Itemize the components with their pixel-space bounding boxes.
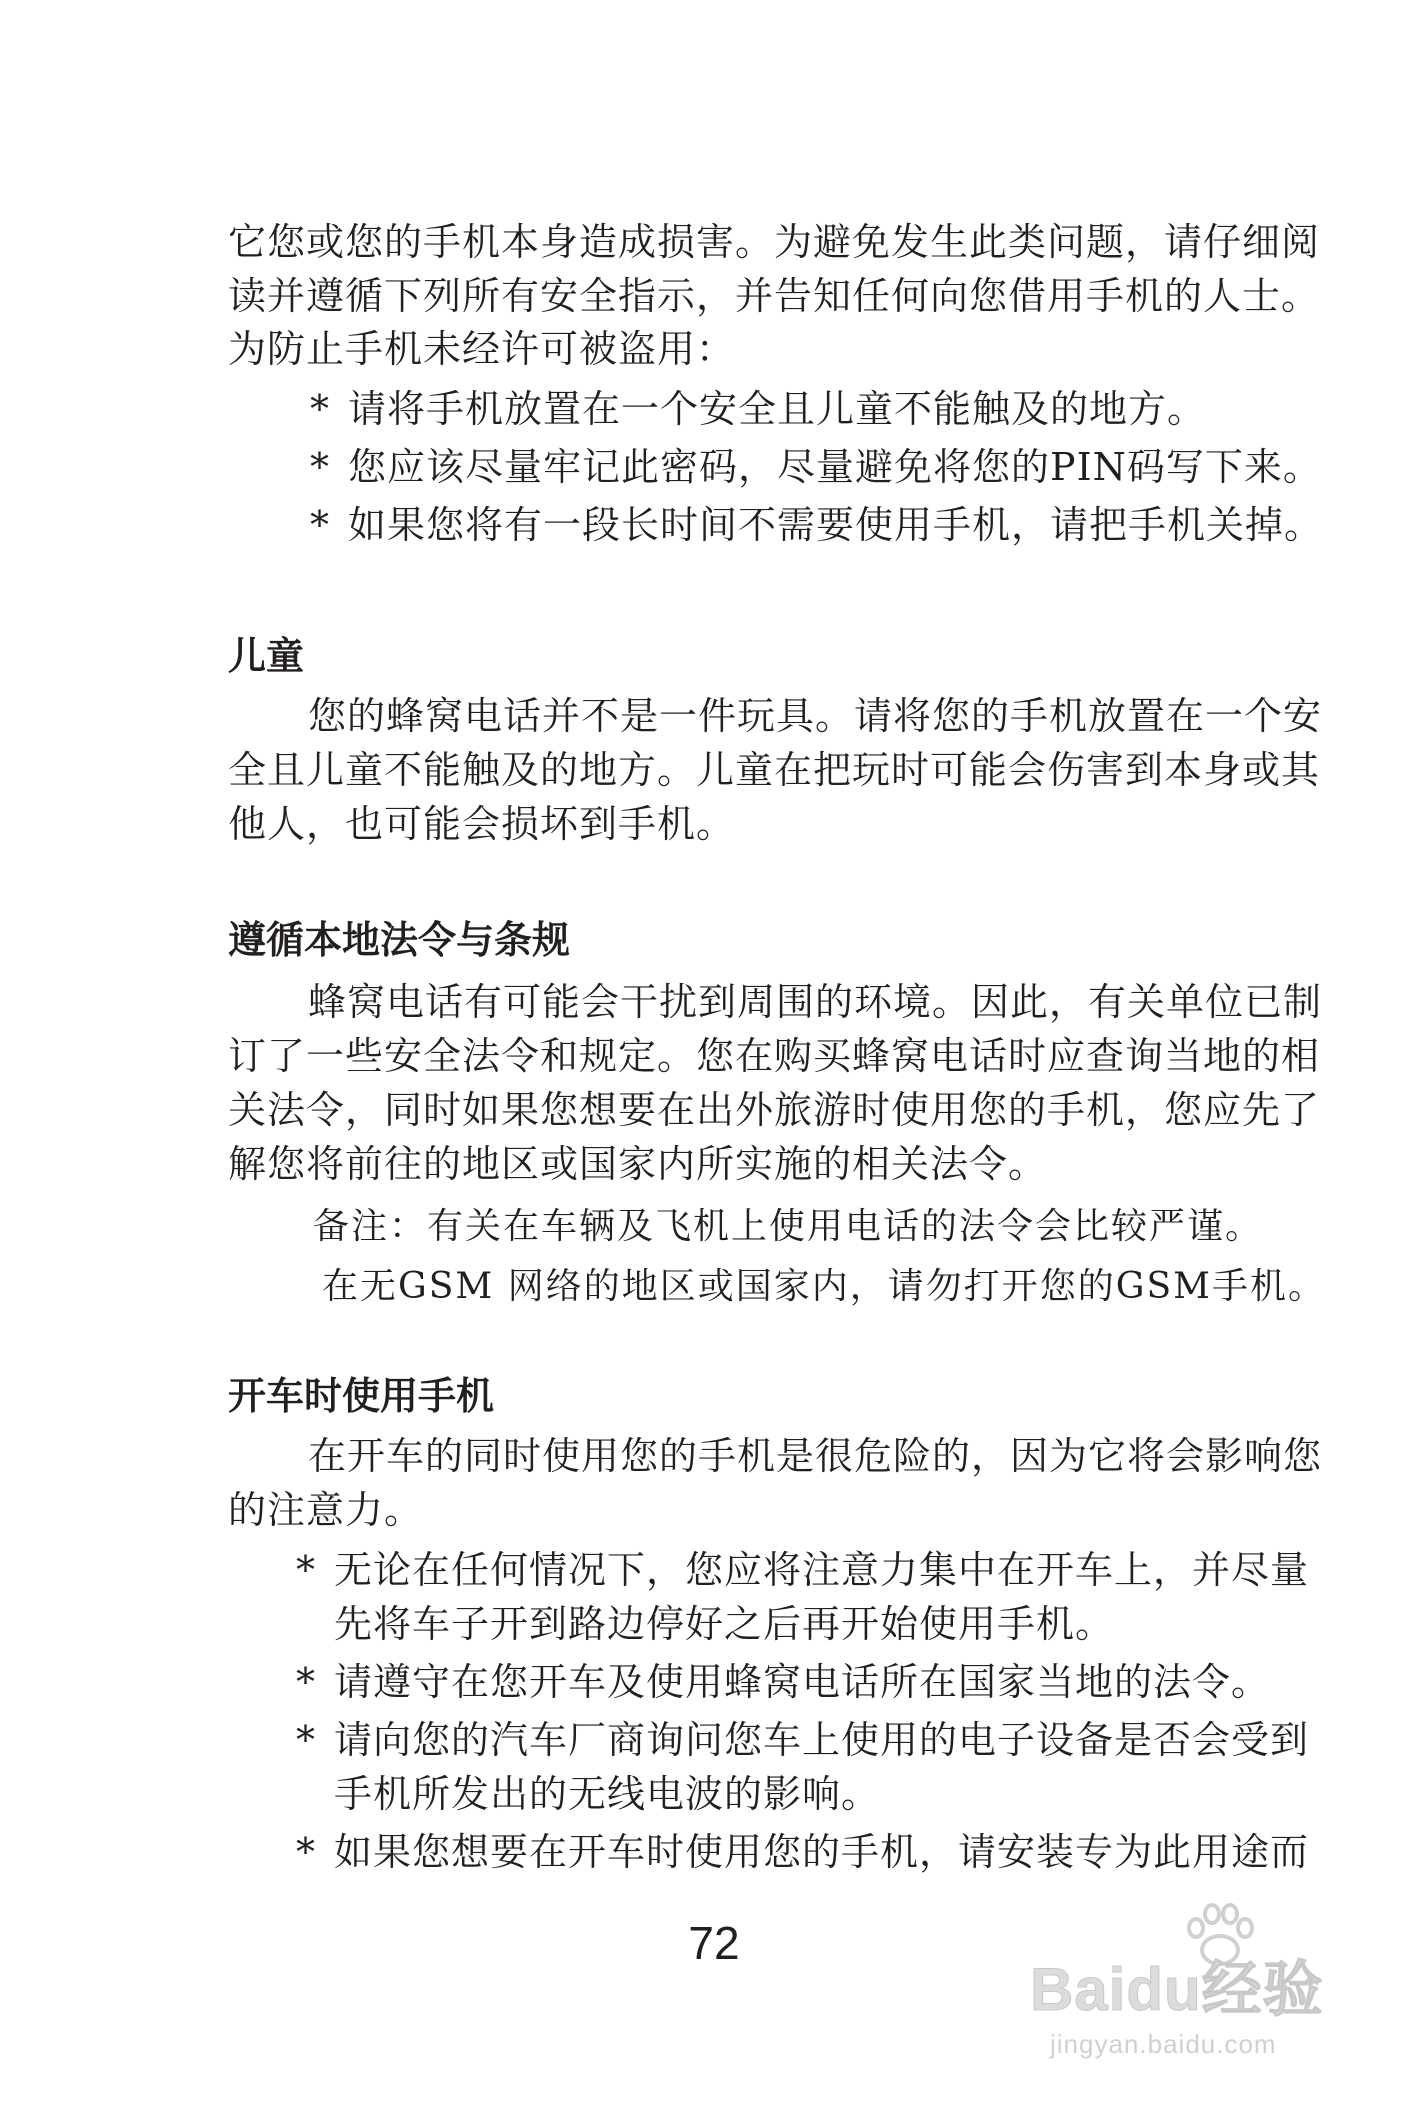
watermark-logo: Baidu经验 bbox=[1030, 1956, 1324, 2023]
driving-line-1: 在开车的同时使用您的手机是很危险的，因为它将会影响您 bbox=[308, 1434, 1323, 1478]
bullet-asterisk-icon: * bbox=[296, 1718, 316, 1762]
driving-bullet-3-continuation: 手机所发出的无线电波的影响。 bbox=[334, 1772, 881, 1816]
regulations-note-2: 在无GSM 网络的地区或国家内，请勿打开您的GSM手机。 bbox=[322, 1266, 1327, 1307]
section-heading-children: 儿童 bbox=[228, 634, 305, 678]
regulations-line-1: 蜂窝电话有可能会干扰到周围的环境。因此，有关单位已制 bbox=[308, 980, 1323, 1024]
intro-bullet-1 bbox=[310, 385, 1206, 433]
driving-bullet-3-text: 请向您的汽车厂商询问您车上使用的电子设备是否会受到 bbox=[334, 1718, 1310, 1762]
children-line-2: 全且儿童不能触及的地方。儿童在把玩时可能会伤害到本身或其 bbox=[228, 748, 1321, 792]
regulations-line-4: 解您将前往的地区或国家内所实施的相关法令。 bbox=[228, 1142, 1048, 1186]
children-line-1: 您的蜂窝电话并不是一件玩具。请将您的手机放置在一个安 bbox=[308, 694, 1323, 738]
intro-line-1: 它您或您的手机本身造成损害。为避免发生此类问题，请仔细阅 bbox=[228, 220, 1321, 264]
section-heading-driving: 开车时使用手机 bbox=[228, 1374, 495, 1418]
intro-bullet-3 bbox=[310, 501, 1323, 549]
driving-bullet-2 bbox=[296, 1658, 1270, 1706]
intro-line-3: 为防止手机未经许可被盗用： bbox=[228, 327, 736, 371]
intro-bullet-1-text: 请将手机放置在一个安全且儿童不能触及的地方。 bbox=[348, 387, 1207, 431]
driving-bullet-4 bbox=[296, 1828, 1309, 1876]
driving-bullet-1-text: 无论在任何情况下，您应将注意力集中在开车上，并尽量 bbox=[334, 1548, 1310, 1592]
bullet-asterisk-icon: * bbox=[310, 503, 330, 547]
baidu-jingyan-watermark bbox=[1030, 1900, 1410, 2070]
intro-bullet-2-text: 您应该尽量牢记此密码，尽量避免将您的PIN码写下来。 bbox=[348, 445, 1322, 489]
intro-bullet-3-text: 如果您将有一段长时间不需要使用手机，请把手机关掉。 bbox=[348, 503, 1324, 547]
driving-bullet-3 bbox=[296, 1716, 1309, 1764]
regulations-note-1: 备注：有关在车辆及飞机上使用电话的法令会比较严谨。 bbox=[313, 1206, 1264, 1247]
intro-bullet-2 bbox=[310, 443, 1322, 491]
regulations-line-2: 订了一些安全法令和规定。您在购买蜂窝电话时应查询当地的相 bbox=[228, 1034, 1321, 1078]
children-line-3: 他人，也可能会损坏到手机。 bbox=[228, 802, 736, 846]
bullet-asterisk-icon: * bbox=[310, 387, 330, 431]
page-number: 72 bbox=[688, 1917, 740, 1969]
section-heading-regulations: 遵循本地法令与条规 bbox=[228, 918, 571, 962]
watermark-url: jingyan.baidu.com bbox=[1050, 2029, 1277, 2059]
driving-bullet-4-text: 如果您想要在开车时使用您的手机，请安装专为此用途而 bbox=[334, 1830, 1310, 1874]
bullet-asterisk-icon: * bbox=[296, 1548, 316, 1592]
driving-bullet-1-continuation: 先将车子开到路边停好之后再开始使用手机。 bbox=[334, 1602, 1115, 1646]
bullet-asterisk-icon: * bbox=[296, 1830, 316, 1874]
regulations-line-3: 关法令，同时如果您想要在出外旅游时使用您的手机，您应先了 bbox=[228, 1088, 1321, 1132]
bullet-asterisk-icon: * bbox=[310, 445, 330, 489]
driving-bullet-1 bbox=[296, 1546, 1309, 1594]
bullet-asterisk-icon: * bbox=[296, 1660, 316, 1704]
intro-line-2: 读并遵循下列所有安全指示，并告知任何向您借用手机的人士。 bbox=[228, 274, 1321, 318]
driving-line-2: 的注意力。 bbox=[228, 1488, 424, 1532]
driving-bullet-2-text: 请遵守在您开车及使用蜂窝电话所在国家当地的法令。 bbox=[334, 1660, 1271, 1704]
